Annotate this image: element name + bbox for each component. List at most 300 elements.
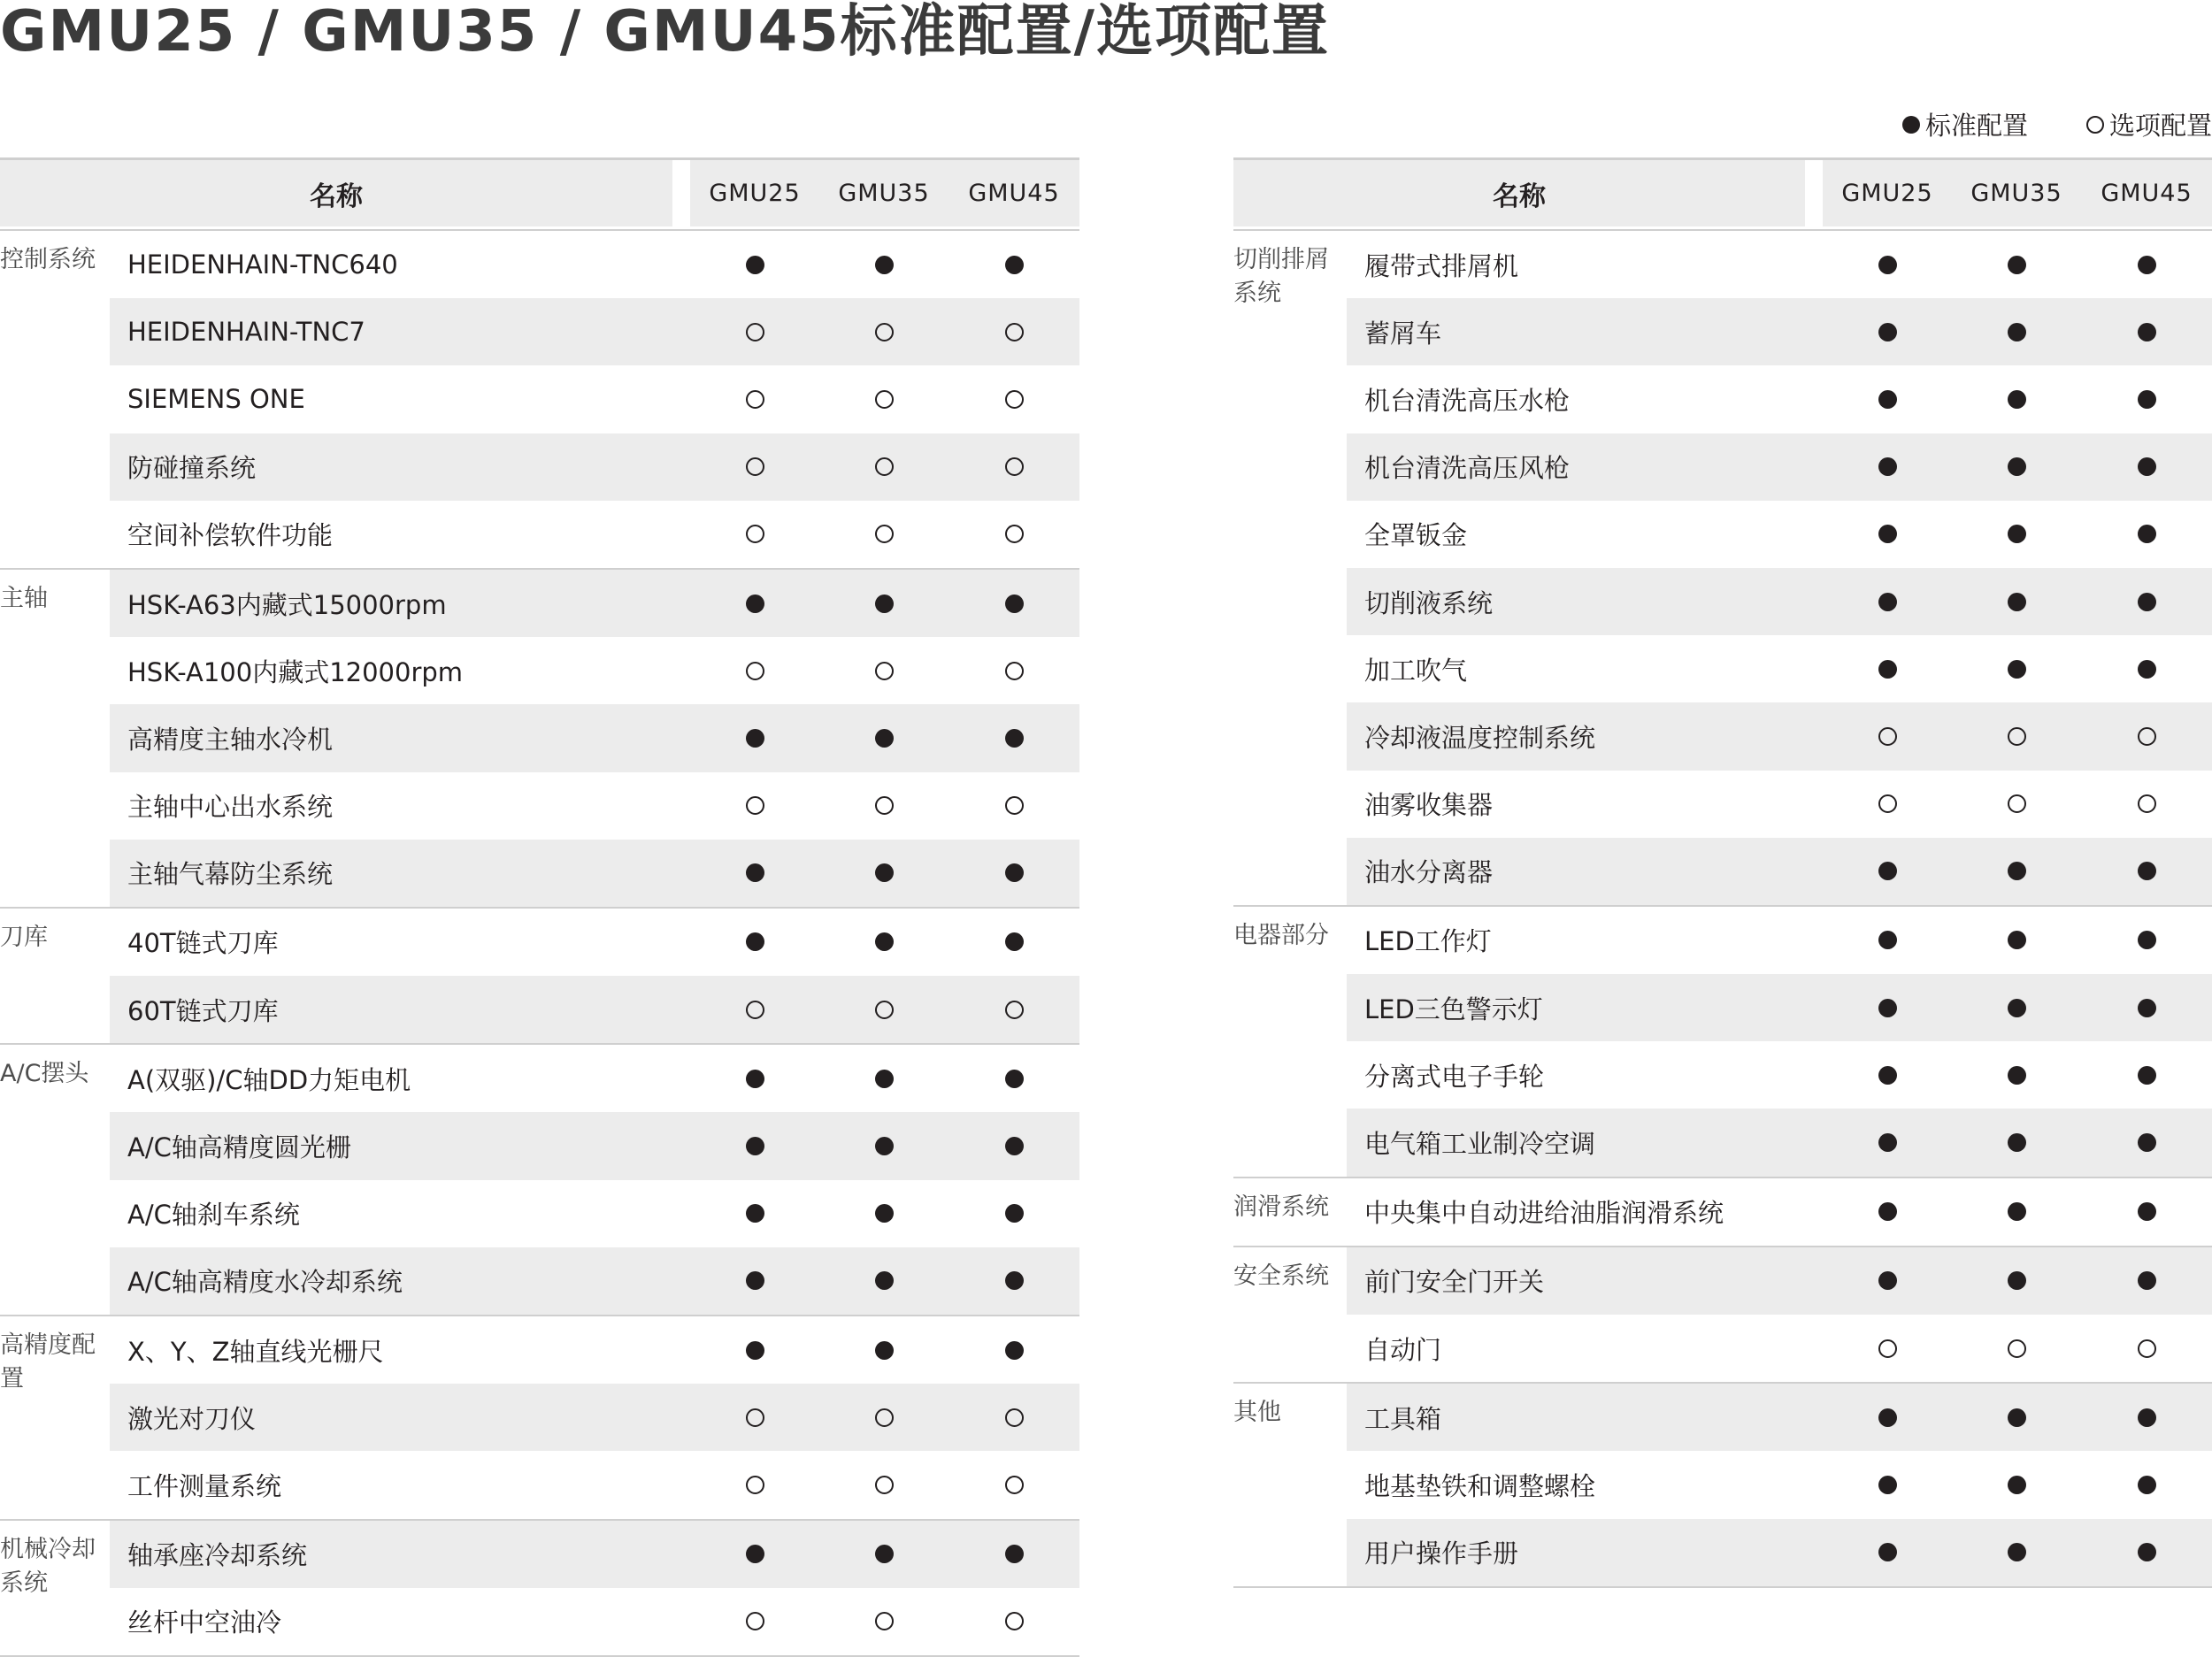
mark-cell-gmu45: [949, 1316, 1079, 1384]
optional-circle-icon: [875, 1476, 894, 1494]
legend-standard: [1902, 106, 2028, 142]
mark-cell-gmu25: [1823, 1384, 1952, 1451]
table-row: [0, 231, 1079, 298]
config-table-right: [1233, 157, 2212, 1588]
standard-dot-icon: [746, 932, 764, 951]
category-label: 刀库: [0, 923, 48, 951]
optional-circle-icon: [746, 1001, 764, 1019]
standard-dot-icon: [1878, 1543, 1897, 1561]
mark-cell-gmu45: [2081, 365, 2212, 433]
mark-cell-gmu25: [690, 1451, 819, 1518]
mark-cell-gmu35: [819, 433, 949, 501]
standard-dot-icon: [2138, 593, 2156, 611]
mark-cell-gmu45: [2081, 1519, 2212, 1586]
standard-dot-icon: [2008, 256, 2026, 274]
mark-cell-gmu25: [1823, 1109, 1952, 1176]
standard-dot-icon: [2008, 525, 2026, 543]
optional-circle-icon: [1005, 525, 1024, 543]
item-name: HEIDENHAIN-TNC640: [127, 249, 398, 280]
mark-cell-gmu35: [819, 840, 949, 907]
mark-cell-gmu35: [1952, 298, 2081, 365]
item-name: A/C轴高精度水冷却系统: [110, 1247, 782, 1315]
category-group: [0, 229, 1079, 568]
standard-dot-icon: [2008, 1408, 2026, 1427]
column-header-gmu25: GMU25: [1823, 160, 1952, 226]
mark-cell-gmu35: [819, 1247, 949, 1315]
mark-cell-gmu45: [2081, 1041, 2212, 1109]
mark-cell-gmu25: [690, 704, 819, 771]
standard-dot-icon: [2138, 1543, 2156, 1561]
mark-cell-gmu25: [1823, 365, 1952, 433]
item-name: 轴承座冷却系统: [110, 1521, 782, 1588]
mark-cell-gmu45: [949, 1384, 1079, 1451]
standard-dot-icon: [1878, 323, 1897, 341]
optional-circle-icon: [1005, 457, 1024, 476]
standard-dot-icon: [2008, 457, 2026, 476]
mark-cell-gmu45: [2081, 1384, 2212, 1451]
table-row: [0, 1180, 1079, 1247]
standard-dot-icon: [2138, 862, 2156, 880]
mark-cell-gmu35: [819, 298, 949, 365]
mark-cell-gmu25: [690, 1384, 819, 1451]
legend-optional-label: 选项配置: [2108, 111, 2212, 141]
mark-cell-gmu45: [949, 570, 1079, 637]
standard-dot-icon: [2138, 1133, 2156, 1152]
standard-dot-icon: [746, 1271, 764, 1290]
table-row: [0, 570, 1079, 637]
column-header-gmu45: GMU45: [949, 160, 1079, 226]
mark-cell-gmu45: [2081, 1109, 2212, 1176]
optional-circle-icon: [746, 1408, 764, 1427]
table-row: [1233, 838, 2212, 905]
mark-cell-gmu45: [2081, 1451, 2212, 1518]
mark-cell-gmu35: [819, 1521, 949, 1588]
mark-cell-gmu45: [2081, 433, 2212, 501]
mark-cell-gmu25: [690, 298, 819, 365]
category-label: A/C摆头: [0, 1060, 89, 1088]
mark-cell-gmu35: [819, 976, 949, 1043]
mark-cell-gmu45: [2081, 838, 2212, 905]
item-name: 切削液系统: [1347, 568, 1913, 635]
table-row: [0, 1045, 1079, 1112]
standard-dot-icon: [2138, 931, 2156, 949]
table-row: [1233, 433, 2212, 501]
standard-dot-icon: [2138, 1202, 2156, 1221]
standard-dot-icon: [1878, 1476, 1897, 1494]
optional-circle-icon: [746, 390, 764, 409]
mark-cell-gmu35: [1952, 838, 2081, 905]
mark-cell-gmu45: [2081, 1315, 2212, 1382]
standard-dot-icon: [2008, 1476, 2026, 1494]
item-name: 分离式电子手轮: [1364, 1061, 1545, 1092]
table-header: [0, 157, 1079, 229]
mark-cell-gmu35: [819, 1112, 949, 1179]
table-row: [1233, 974, 2212, 1041]
optional-circle-icon: [746, 1476, 764, 1494]
table-row: [1233, 365, 2212, 433]
mark-cell-gmu35: [1952, 1247, 2081, 1315]
item-name: 前门安全门开关: [1347, 1247, 1913, 1315]
optional-circle-icon: [1878, 1339, 1897, 1358]
table-header: [1233, 157, 2212, 229]
standard-dot-icon: [2138, 1066, 2156, 1085]
mark-cell-gmu45: [2081, 298, 2212, 365]
mark-cell-gmu25: [1823, 635, 1952, 702]
table-row: [1233, 298, 2212, 365]
optional-circle-icon: [1005, 390, 1024, 409]
mark-cell-gmu45: [949, 637, 1079, 704]
item-name: 加工吹气: [1364, 655, 1468, 686]
page-title: GMU25 / GMU35 / GMU45标准配置/选项配置: [0, 0, 1330, 65]
standard-dot-icon: [2008, 660, 2026, 679]
mark-cell-gmu25: [1823, 974, 1952, 1041]
table-row: [0, 1316, 1079, 1384]
standard-dot-icon: [746, 256, 764, 274]
table-row: [1233, 907, 2212, 974]
category-group: [0, 1315, 1079, 1519]
table-row: [0, 772, 1079, 840]
standard-dot-icon: [1005, 1137, 1024, 1155]
table-row: [1233, 568, 2212, 635]
optional-circle-icon: [746, 525, 764, 543]
standard-dot-icon: [875, 1070, 894, 1088]
mark-cell-gmu45: [949, 433, 1079, 501]
mark-cell-gmu45: [2081, 501, 2212, 568]
mark-cell-gmu35: [819, 1384, 949, 1451]
category-label: 润滑系统: [1233, 1193, 1329, 1221]
standard-dot-icon: [875, 1204, 894, 1223]
category-label: 其他: [1233, 1399, 1281, 1427]
mark-cell-gmu35: [1952, 702, 2081, 770]
column-header-gmu45: GMU45: [2081, 160, 2212, 226]
optional-circle-icon: [2008, 1339, 2026, 1358]
legend: [1902, 106, 2212, 142]
mark-cell-gmu25: [690, 772, 819, 840]
optional-circle-icon: [1005, 1001, 1024, 1019]
legend-optional: [2086, 106, 2212, 142]
category-group: [1233, 1177, 2212, 1246]
standard-dot-icon: [875, 595, 894, 613]
item-name: A(双驱)/C轴DD力矩电机: [127, 1064, 411, 1095]
standard-dot-icon: [2008, 1543, 2026, 1561]
mark-cell-gmu25: [690, 1247, 819, 1315]
mark-cell-gmu35: [1952, 907, 2081, 974]
table-row: [0, 501, 1079, 568]
mark-cell-gmu45: [2081, 974, 2212, 1041]
standard-dot-icon: [1878, 999, 1897, 1017]
mark-cell-gmu35: [819, 501, 949, 568]
mark-cell-gmu45: [949, 365, 1079, 433]
mark-cell-gmu45: [949, 1112, 1079, 1179]
mark-cell-gmu45: [2081, 907, 2212, 974]
standard-dot-icon: [875, 729, 894, 748]
optional-circle-icon: [2138, 1339, 2156, 1358]
standard-dot-icon: [1005, 595, 1024, 613]
mark-cell-gmu45: [949, 1180, 1079, 1247]
table-row: [0, 1247, 1079, 1315]
mark-cell-gmu45: [949, 976, 1079, 1043]
category-label: 高精度配置: [0, 1331, 96, 1392]
optional-circle-icon: [746, 662, 764, 680]
table-row: [1233, 1109, 2212, 1176]
item-name: 40T链式刀库: [127, 928, 279, 959]
item-name: 全罩钣金: [1364, 520, 1468, 551]
mark-cell-gmu45: [949, 909, 1079, 976]
mark-cell-gmu25: [690, 840, 819, 907]
optional-circle-icon: [1005, 796, 1024, 815]
item-name: 履带式排屑机: [1364, 250, 1519, 281]
optional-circle-icon: [1878, 794, 1897, 813]
standard-dot-icon: [2008, 1202, 2026, 1221]
standard-dot-icon: [1005, 1070, 1024, 1088]
table-row: [0, 1384, 1079, 1451]
mark-cell-gmu25: [1823, 771, 1952, 838]
mark-cell-gmu35: [1952, 1451, 2081, 1518]
config-table-left: [0, 157, 1079, 1657]
mark-cell-gmu35: [1952, 1109, 2081, 1176]
item-name: HSK-A63内藏式15000rpm: [110, 570, 782, 637]
table-row: [1233, 1519, 2212, 1586]
table-row: [1233, 1178, 2212, 1246]
mark-cell-gmu35: [819, 1451, 949, 1518]
item-name: LED工作灯: [1364, 926, 1492, 957]
mark-cell-gmu35: [1952, 635, 2081, 702]
item-name: 机台清洗高压水枪: [1364, 385, 1571, 416]
mark-cell-gmu25: [690, 1112, 819, 1179]
standard-dot-icon: [1005, 1204, 1024, 1223]
item-name: 防碰撞系统: [110, 433, 782, 501]
table-row: [1233, 1315, 2212, 1382]
category-group: [1233, 1246, 2212, 1382]
mark-cell-gmu25: [1823, 433, 1952, 501]
mark-cell-gmu25: [690, 1521, 819, 1588]
standard-dot-icon: [2008, 999, 2026, 1017]
standard-dot-icon: [2008, 1271, 2026, 1290]
item-name: LED三色警示灯: [1347, 974, 1913, 1041]
table-row: [1233, 1451, 2212, 1518]
mark-cell-gmu35: [1952, 974, 2081, 1041]
mark-cell-gmu35: [1952, 231, 2081, 298]
item-name: 空间补偿软件功能: [127, 520, 334, 551]
standard-dot-icon: [875, 863, 894, 882]
category-label: 电器部分: [1233, 921, 1329, 949]
optional-circle-icon: [1005, 323, 1024, 341]
standard-dot-icon: [1005, 256, 1024, 274]
standard-dot-icon: [875, 1137, 894, 1155]
item-name: 工具箱: [1347, 1384, 1913, 1451]
item-name: 高精度主轴水冷机: [110, 704, 782, 771]
mark-cell-gmu45: [949, 298, 1079, 365]
standard-dot-icon: [1005, 1545, 1024, 1563]
table-row: [1233, 771, 2212, 838]
standard-dot-icon: [1005, 729, 1024, 748]
mark-cell-gmu45: [949, 704, 1079, 771]
mark-cell-gmu25: [690, 637, 819, 704]
optional-circle-icon: [746, 457, 764, 476]
mark-cell-gmu25: [1823, 1178, 1952, 1246]
table-row: [1233, 1041, 2212, 1109]
standard-dot-icon: [1878, 1066, 1897, 1085]
mark-cell-gmu25: [1823, 501, 1952, 568]
mark-cell-gmu45: [949, 1247, 1079, 1315]
standard-dot-icon: [2138, 323, 2156, 341]
optional-circle-icon: [2138, 794, 2156, 813]
category-label: 控制系统: [0, 246, 96, 273]
category-group: [0, 1043, 1079, 1315]
table-row: [1233, 1247, 2212, 1315]
category-label: 机械冷却系统: [0, 1535, 96, 1597]
mark-cell-gmu35: [819, 1045, 949, 1112]
mark-cell-gmu25: [1823, 298, 1952, 365]
standard-dot-icon: [1878, 1408, 1897, 1427]
mark-cell-gmu45: [949, 1451, 1079, 1518]
optional-circle-icon: [746, 1612, 764, 1630]
mark-cell-gmu35: [1952, 1384, 2081, 1451]
standard-dot-icon: [746, 1341, 764, 1360]
item-name: 丝杆中空油冷: [127, 1607, 282, 1638]
standard-dot-icon: [746, 729, 764, 748]
item-name: SIEMENS ONE: [127, 384, 305, 415]
item-name: HSK-A100内藏式12000rpm: [127, 656, 464, 687]
item-name: HEIDENHAIN-TNC7: [110, 298, 782, 365]
mark-cell-gmu45: [2081, 1178, 2212, 1246]
mark-cell-gmu35: [1952, 501, 2081, 568]
mark-cell-gmu25: [1823, 1315, 1952, 1382]
mark-cell-gmu25: [690, 231, 819, 298]
item-name: 工件测量系统: [127, 1470, 282, 1501]
table-row: [0, 909, 1079, 976]
optional-circle-icon: [875, 1612, 894, 1630]
mark-cell-gmu45: [949, 772, 1079, 840]
table-row: [0, 704, 1079, 771]
mark-cell-gmu25: [690, 909, 819, 976]
column-header-name: 名称: [1233, 160, 1805, 226]
standard-dot-icon: [1878, 862, 1897, 880]
category-group: [0, 1519, 1079, 1657]
standard-dot-icon: [1005, 863, 1024, 882]
standard-dot-icon: [746, 1070, 764, 1088]
item-name: 主轴气幕防尘系统: [110, 840, 782, 907]
item-name: 主轴中心出水系统: [127, 792, 334, 823]
standard-dot-icon: [1878, 1271, 1897, 1290]
standard-dot-icon: [2138, 256, 2156, 274]
item-name: A/C轴刹车系统: [127, 1200, 300, 1231]
item-name: X、Y、Z轴直线光栅尺: [127, 1336, 384, 1367]
mark-cell-gmu35: [1952, 568, 2081, 635]
standard-dot-icon: [2008, 593, 2026, 611]
mark-cell-gmu25: [690, 1045, 819, 1112]
legend-standard-label: 标准配置: [1924, 111, 2028, 141]
mark-cell-gmu45: [949, 231, 1079, 298]
standard-dot-icon: [1878, 256, 1897, 274]
standard-dot-icon: [2008, 931, 2026, 949]
item-name: A/C轴高精度圆光栅: [110, 1112, 782, 1179]
standard-dot-icon: [875, 932, 894, 951]
table-row: [0, 1588, 1079, 1655]
mark-cell-gmu45: [2081, 231, 2212, 298]
mark-cell-gmu25: [1823, 838, 1952, 905]
mark-cell-gmu35: [1952, 771, 2081, 838]
mark-cell-gmu45: [949, 1521, 1079, 1588]
column-header-gmu25: GMU25: [690, 160, 819, 226]
category-label: 安全系统: [1233, 1262, 1329, 1290]
optional-circle-icon: [875, 390, 894, 409]
mark-cell-gmu45: [2081, 568, 2212, 635]
standard-dot-icon: [2138, 1408, 2156, 1427]
table-row: [0, 298, 1079, 365]
mark-cell-gmu35: [819, 704, 949, 771]
mark-cell-gmu35: [819, 231, 949, 298]
mark-cell-gmu25: [690, 1180, 819, 1247]
standard-dot-icon: [746, 1137, 764, 1155]
mark-cell-gmu45: [2081, 771, 2212, 838]
mark-cell-gmu35: [819, 637, 949, 704]
optional-circle-icon: [875, 1408, 894, 1427]
mark-cell-gmu35: [819, 909, 949, 976]
mark-cell-gmu35: [1952, 365, 2081, 433]
table-row: [0, 1112, 1079, 1179]
standard-dot-icon: [2008, 862, 2026, 880]
item-name: 地基垫铁和调整螺栓: [1364, 1470, 1596, 1501]
item-name: 电气箱工业制冷空调: [1347, 1109, 1913, 1176]
mark-cell-gmu25: [1823, 568, 1952, 635]
mark-cell-gmu25: [1823, 1519, 1952, 1586]
mark-cell-gmu45: [949, 501, 1079, 568]
standard-dot-icon: [2138, 390, 2156, 409]
table-row: [0, 976, 1079, 1043]
optional-circle-icon: [2008, 794, 2026, 813]
mark-cell-gmu25: [690, 976, 819, 1043]
standard-dot-icon: [875, 256, 894, 274]
standard-dot-icon: [1005, 1341, 1024, 1360]
optional-circle-icon: [875, 525, 894, 543]
mark-cell-gmu35: [819, 1588, 949, 1655]
table-row: [0, 365, 1079, 433]
mark-cell-gmu25: [690, 501, 819, 568]
mark-cell-gmu25: [690, 1588, 819, 1655]
optional-circle-icon: [875, 1001, 894, 1019]
item-name: 蓄屑车: [1347, 298, 1913, 365]
mark-cell-gmu45: [2081, 635, 2212, 702]
column-header-gmu35: GMU35: [1952, 160, 2081, 226]
mark-cell-gmu25: [690, 1316, 819, 1384]
standard-dot-icon: [1878, 390, 1897, 409]
standard-dot-icon: [875, 1341, 894, 1360]
mark-cell-gmu35: [819, 365, 949, 433]
standard-dot-icon: [2138, 1271, 2156, 1290]
standard-dot-icon: [1878, 931, 1897, 949]
standard-dot-icon: [2138, 1476, 2156, 1494]
category-group: [0, 907, 1079, 1043]
category-group: [1233, 229, 2212, 905]
mark-cell-gmu35: [819, 1316, 949, 1384]
table-row: [0, 1521, 1079, 1588]
standard-dot-icon: [1005, 1271, 1024, 1290]
item-name: 冷却液温度控制系统: [1347, 702, 1913, 770]
item-name: 中央集中自动进给油脂润滑系统: [1364, 1198, 1724, 1229]
optional-circle-icon: [746, 323, 764, 341]
optional-circle-icon: [1005, 1612, 1024, 1630]
table-row: [1233, 231, 2212, 298]
item-name: 油雾收集器: [1364, 790, 1494, 821]
mark-cell-gmu45: [949, 1045, 1079, 1112]
mark-cell-gmu25: [1823, 907, 1952, 974]
column-header-gmu35: GMU35: [819, 160, 949, 226]
standard-dot-icon: [1878, 525, 1897, 543]
table-row: [1233, 702, 2212, 770]
mark-cell-gmu35: [1952, 1519, 2081, 1586]
table-row: [1233, 635, 2212, 702]
